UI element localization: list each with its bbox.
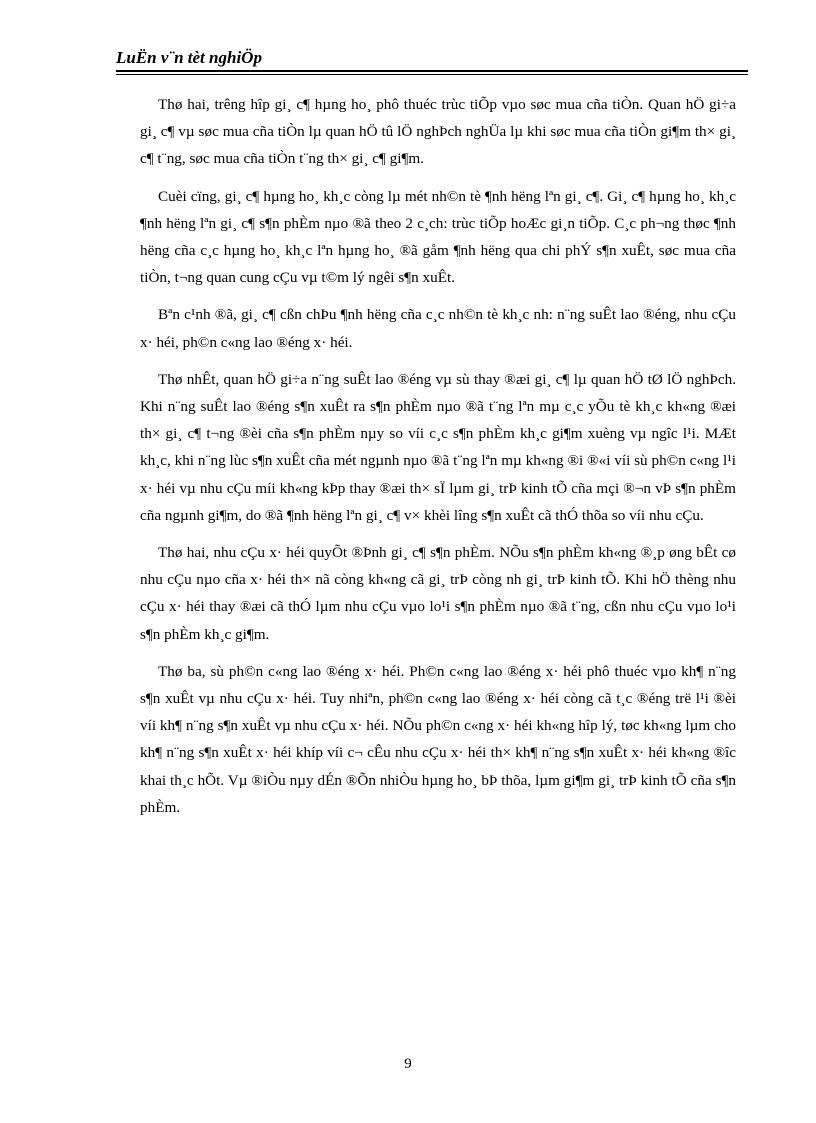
paragraph: Thø ba, sù ph©n c«ng lao ®éng x· héi. Ph©n c«ng lao ®éng x· héi phô thuéc vµo kh¶ n¨ng s¶n xuÊt vµ nhu cÇu x· héi. Tuy nhiªn, ph©n c«ng lao ®éng x· héi còng cã t¸c ®éng trë l¹i ®èi víi kh¶ n¨ng s¶n xuÊt vµ nhu cÇu x· héi. NÕu ph©n c«ng x· héi kh«ng hîp lý, tøc kh«ng lµm cho kh¶ n¨ng s¶n xuÊt x· héi khíp víi c¬ cÊu nhu cÇu x· héi th× kh¶ n¨ng s¶n xuÊt x· héi kh«ng ®îc khai th¸c hÕt. Vµ ®iÒu nµy dÉn ®Õn nhiÒu hµng ho¸ bÞ thõa, lµm gi¶m gi¸ trÞ kinh tÕ cña s¶n phÈm. (140, 662, 736, 816)
body-text (140, 91, 736, 831)
paragraph: Bªn c¹nh ®ã, gi¸ c¶ cßn chÞu ¶nh hëng cña c¸c nh©n tè kh¸c nh: n¨ng suÊt lao ®éng, nhu cÇu x· héi, ph©n c«ng lao ®éng x· héi. (140, 306, 736, 351)
paragraph: Thø hai, trêng hîp gi¸ c¶ hµng ho¸ phô thuéc trùc tiÕp vµo søc mua cña tiÒn. Quan hÖ gi÷a gi¸ c¶ vµ søc mua cña tiÒn lµ quan hÖ tû lÖ nghÞch nghÜa lµ khi søc mua cña tiÒn gi¶m th× gi¸ c¶ t¨ng, søc mua cña tiÒn t¨ng th× gi¸ c¶ gi¶m. (140, 96, 736, 168)
header-rule-thin (116, 74, 748, 75)
paragraph: Cuèi cïng, gi¸ c¶ hµng ho¸ kh¸c còng lµ mét nh©n tè ¶nh hëng lªn gi¸ c¶. Gi¸ c¶ hµng ho¸ kh¸c ¶nh hëng lªn gi¸ c¶ s¶n phÈm nµo ®ã theo 2 c¸ch: trùc tiÕp hoÆc gi¸n tiÕp. C¸c ph¬ng thøc ¶nh hëng cña c¸c hµng ho¸ kh¸c lªn hµng ho¸ ®ã gåm ¶nh hëng qua chi phÝ s¶n xuÊt, søc mua cña tiÒn, t¬ng quan cung cÇu vµ t©m lý ngêi s¶n xuÊt. (140, 187, 736, 287)
header-rule-thick (116, 70, 748, 72)
page-number: 9 (404, 1056, 412, 1072)
paragraph: Thø nhÊt, quan hÖ gi÷a n¨ng suÊt lao ®éng vµ sù thay ®æi gi¸ c¶ lµ quan hÖ tØ lÖ nghÞch. Khi n¨ng suÊt lao ®éng s¶n xuÊt ra s¶n phÈm nµo ®ã t¨ng lªn mµ c¸c yÕu tè kh¸c kh«ng ®æi th× gi¸ c¶ t¬ng ®èi cña s¶n phÈm nµy so víi c¸c s¶n phÈm kh¸c gi¶m xuèng vµ ngîc l¹i. MÆt kh¸c, khi n¨ng lùc s¶n xuÊt cña mét ngµnh nµo ®ã t¨ng lªn mµ kh«ng ®i ®«i víi sù ph©n c«ng l¹i x· héi vµ nhu cÇu míi kh«ng kÞp thay ®æi th× sÏ lµm gi¸ trÞ kinh tÕ cña mçi ®¬n vÞ s¶n phÈm cña ngµnh gi¶m, do ®ã ¶nh hëng lªn gi¸ c¶ v× khèi lîng s¶n xuÊt cã thÓ thõa so víi nhu cÇu. (140, 370, 736, 524)
paragraph: Thø hai, nhu cÇu x· héi quyÕt ®Þnh gi¸ c¶ s¶n phÈm. NÕu s¶n phÈm kh«ng ®¸p øng bÊt cø nhu cÇu nµo cña x· héi th× nã còng kh«ng cã gi¸ trÞ còng nh gi¸ trÞ kinh tÕ. Khi hÖ thèng nhu cÇu x· héi thay ®æi cã thÓ lµm nhu cÇu vµo lo¹i s¶n phÈm nµo ®ã t¨ng, cßn nhu cÇu vµo lo¹i s¶n phÈm kh¸c gi¶m. (140, 544, 736, 643)
header-title: LuËn v¨n tèt nghiÖp (116, 48, 262, 67)
